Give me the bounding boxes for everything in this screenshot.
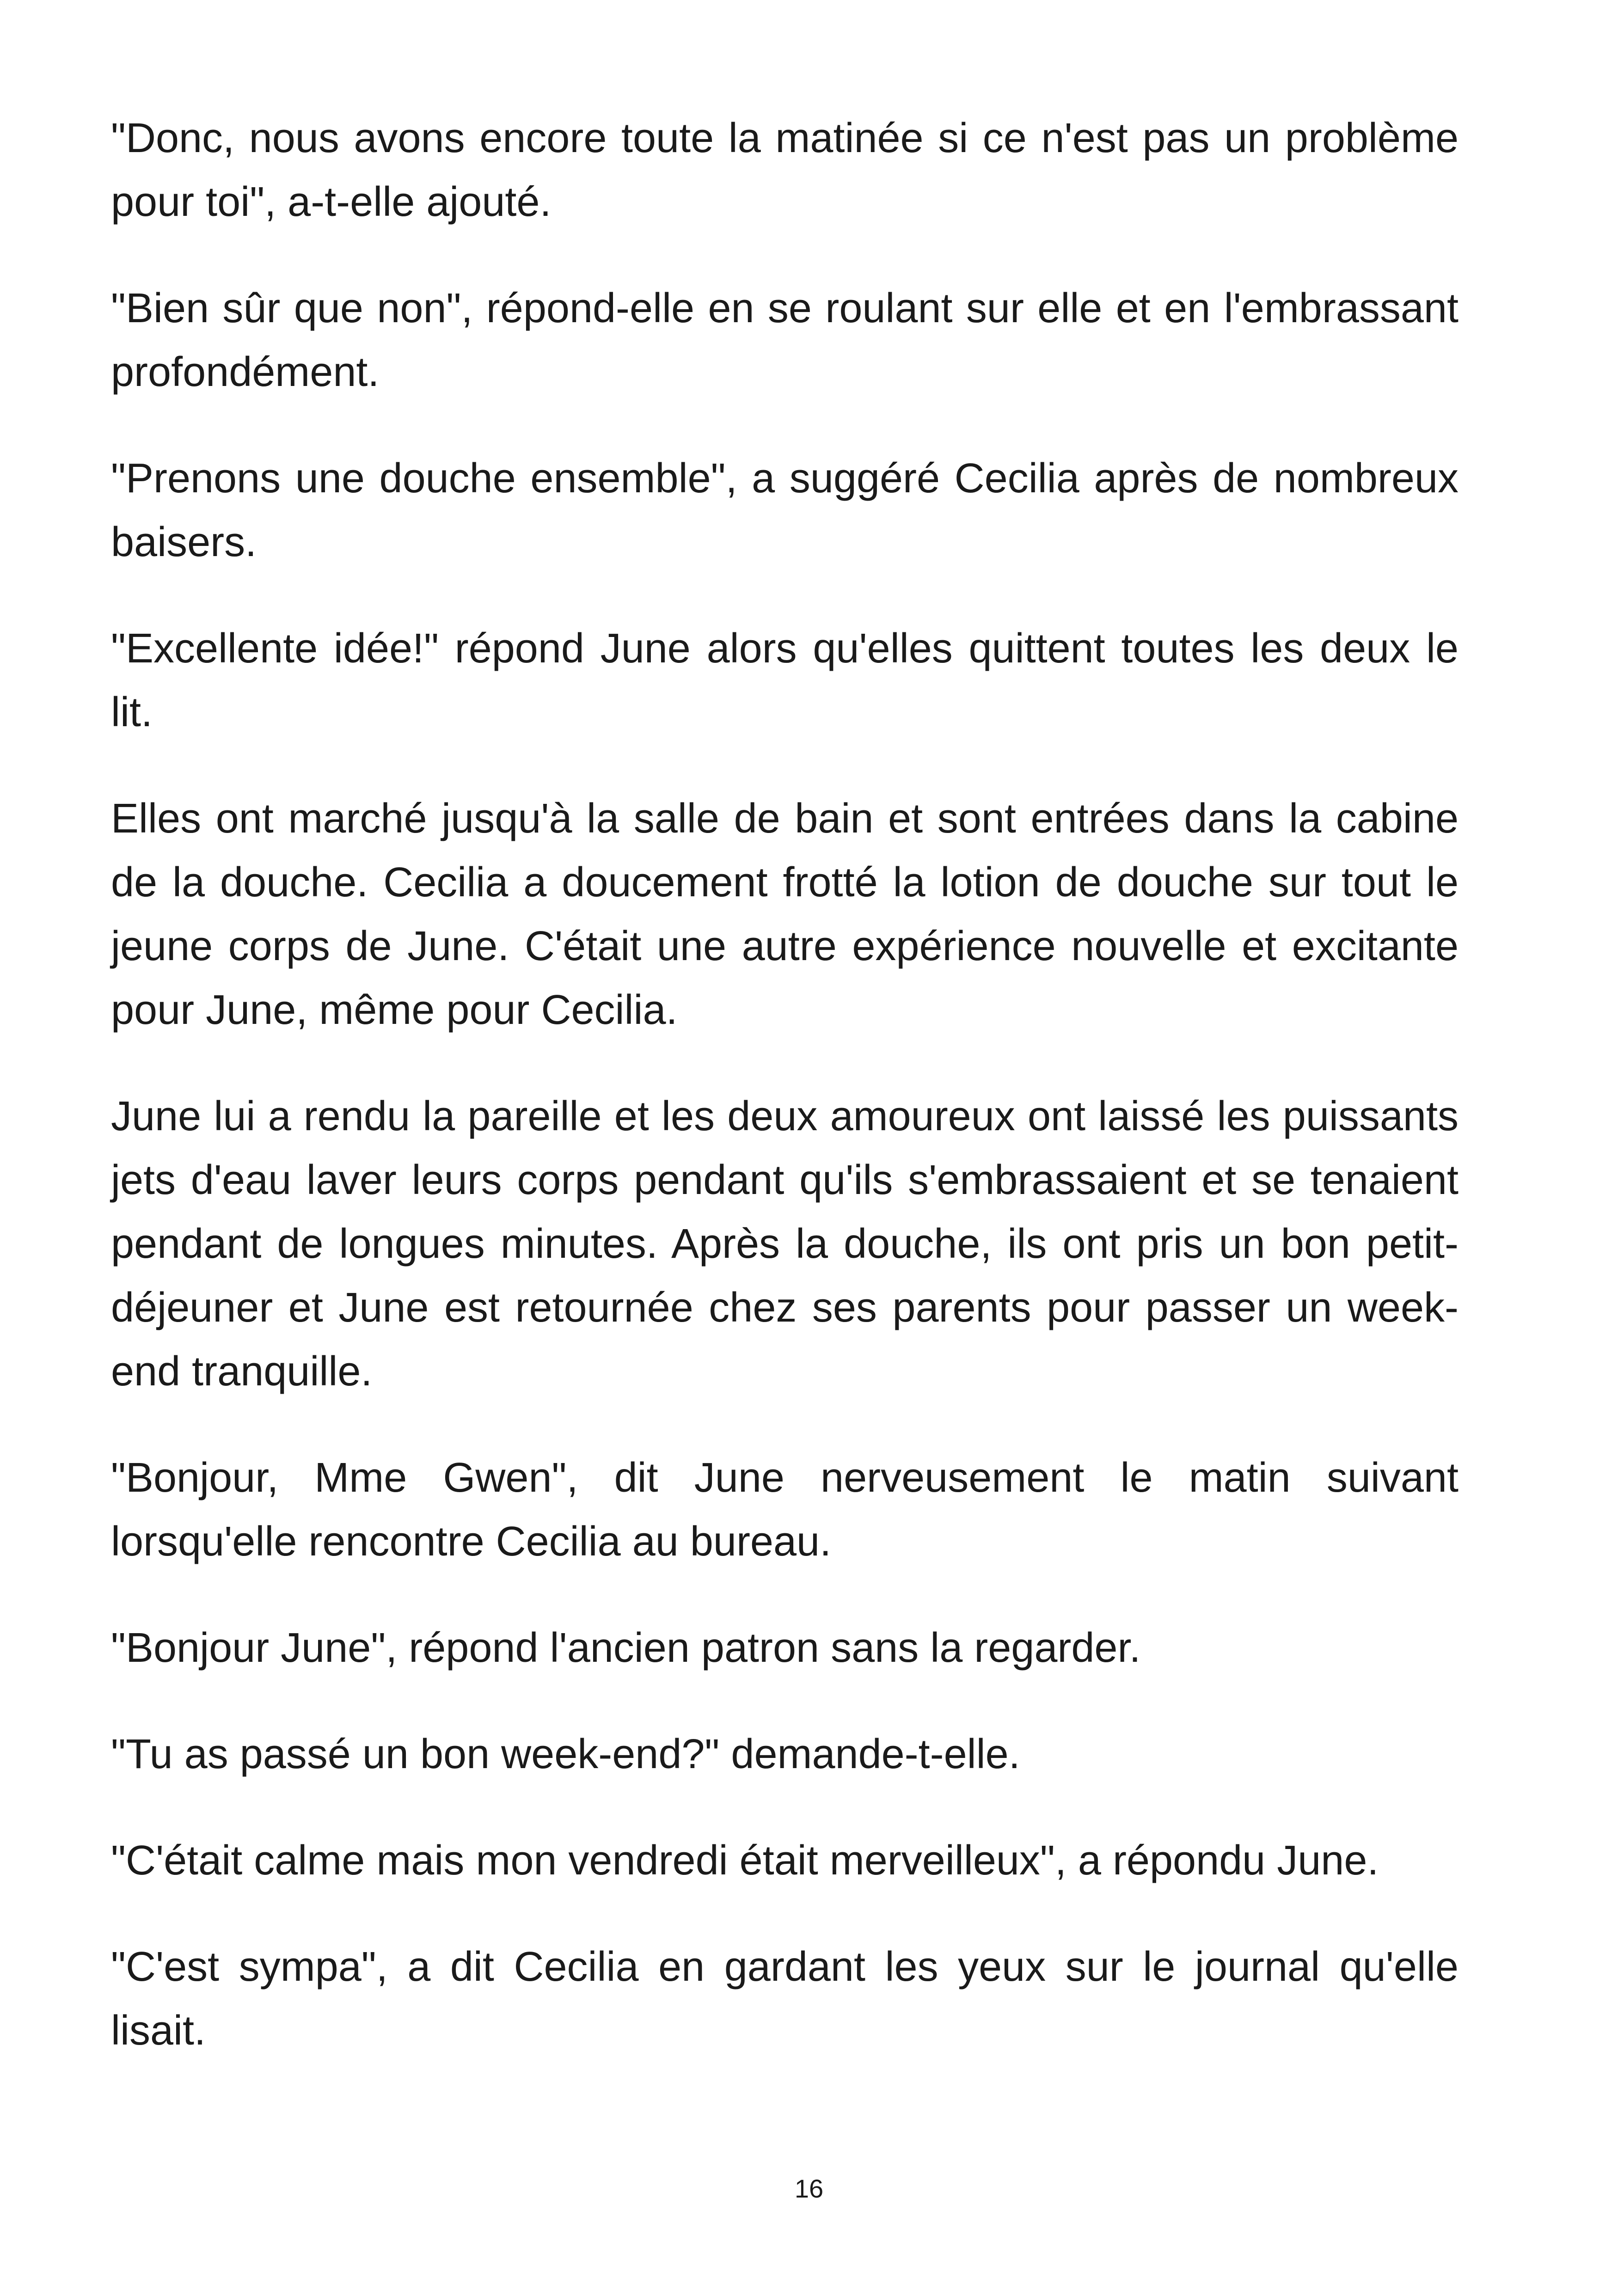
paragraph: "Bien sûr que non", répond-elle en se roulant sur elle et en l'embrassant profondément. — [111, 285, 1459, 395]
paragraph: "C'est sympa", a dit Cecilia en gardant les yeux sur le journal qu'elle lisait. — [111, 1944, 1459, 2054]
paragraph: "Prenons une douche ensemble", a suggéré Cecilia après de nombreux baisers. — [111, 455, 1459, 565]
paragraph: "Donc, nous avons encore toute la matinée si ce n'est pas un problème pour toi", a-t-elle ajouté. — [111, 115, 1459, 225]
paragraph: June lui a rendu la pareille et les deux amoureux ont laissé les puissants jets d'eau laver leurs corps pendant qu'ils s'embrassaient et se tenaient pendant de longues minutes. Après la douche, ils ont pris un bon petit-déjeuner et June est retournée chez ses parents pour passer un week-end tranquille. — [111, 1093, 1459, 1395]
paragraph: "Bonjour, Mme Gwen", dit June nerveusement le matin suivant lorsqu'elle rencontre Cecilia au bureau. — [111, 1455, 1459, 1565]
body-text — [111, 106, 1459, 2105]
page-number: 16 — [794, 2174, 824, 2203]
paragraph: Elles ont marché jusqu'à la salle de bain et sont entrées dans la cabine de la douche. Cecilia a doucement frotté la lotion de douche sur tout le jeune corps de June. C'était une autre expérience nouvelle et excitante pour June, même pour Cecilia. — [111, 796, 1459, 1033]
paragraph: "Bonjour June", répond l'ancien patron sans la regarder. — [111, 1625, 1141, 1671]
paragraph: "C'était calme mais mon vendredi était merveilleux", a répondu June. — [111, 1837, 1379, 1884]
paragraph: "Tu as passé un bon week-end?" demande-t-elle. — [111, 1731, 1020, 1777]
paragraph: "Excellente idée!" répond June alors qu'elles quittent toutes les deux le lit. — [111, 625, 1459, 735]
